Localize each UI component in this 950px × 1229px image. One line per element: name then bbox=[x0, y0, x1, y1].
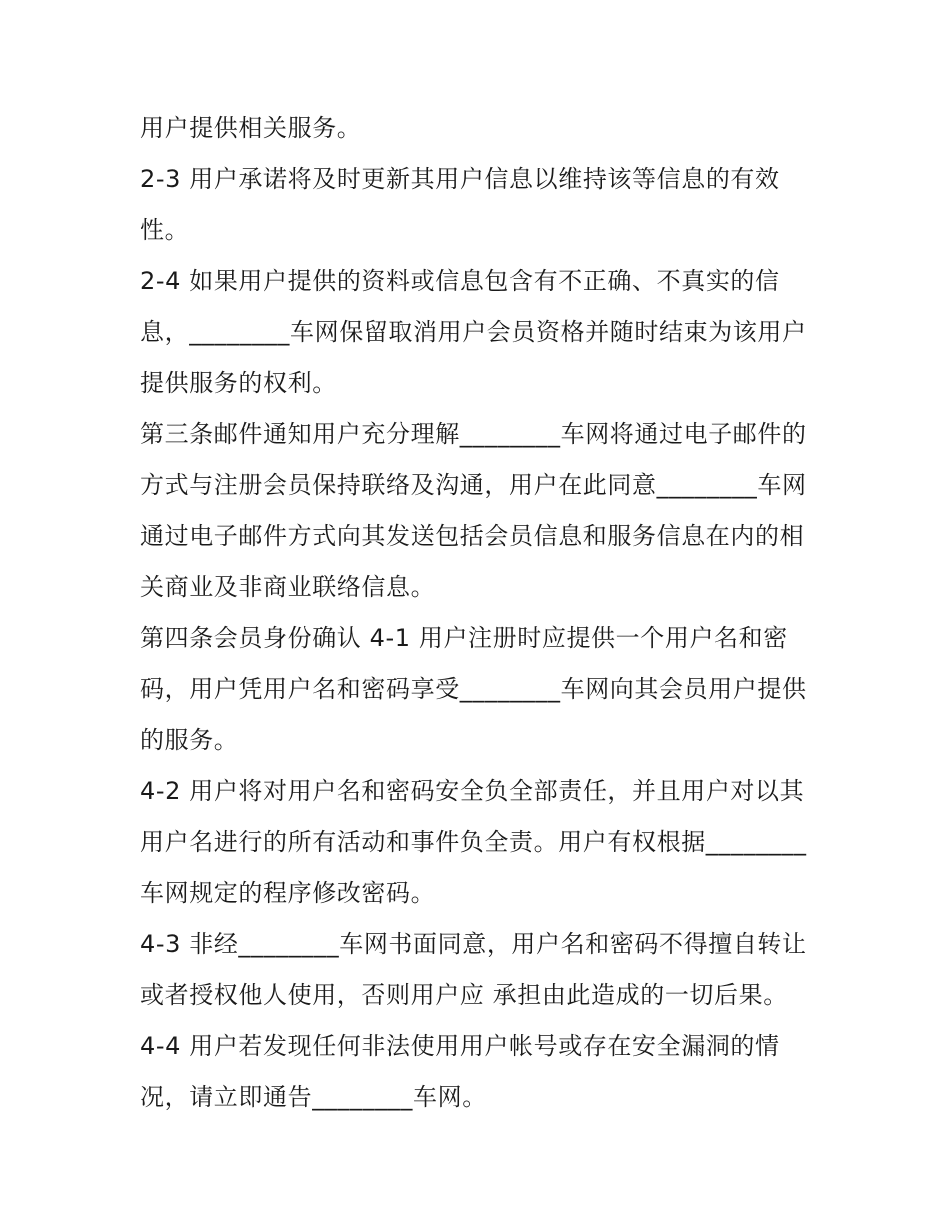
text-line: 2-3 用户承诺将及时更新其用户信息以维持该等信息的有效 bbox=[140, 165, 780, 193]
text-line: 提供服务的权利。 bbox=[140, 369, 337, 397]
text-line: 码，用户凭用户名和密码享受________车网向其会员用户提供 bbox=[140, 675, 807, 703]
text-line: 车网规定的程序修改密码。 bbox=[140, 879, 436, 907]
text-line: 况，请立即通告________车网。 bbox=[140, 1083, 487, 1111]
document-body bbox=[140, 103, 820, 1123]
text-line: 性。 bbox=[140, 216, 190, 244]
text-line: 4-2 用户将对用户名和密码安全负全部责任，并且用户对以其 bbox=[140, 777, 805, 805]
text-line: 的服务。 bbox=[140, 726, 239, 754]
text-line: 息，________车网保留取消用户会员资格并随时结束为该用户 bbox=[140, 318, 807, 346]
text-line: 关商业及非商业联络信息。 bbox=[140, 573, 436, 601]
text-line: 或者授权他人使用，否则用户应 承担由此造成的一切后果。 bbox=[140, 981, 788, 1009]
text-line: 4-4 用户若发现任何非法使用用户帐号或存在安全漏洞的情 bbox=[140, 1032, 780, 1060]
text-line: 4-3 非经________车网书面同意，用户名和密码不得擅自转让 bbox=[140, 930, 807, 958]
text-line: 用户提供相关服务。 bbox=[140, 114, 362, 142]
text-line: 2-4 如果用户提供的资料或信息包含有不正确、不真实的信 bbox=[140, 267, 780, 295]
text-line: 第四条会员身份确认 4-1 用户注册时应提供一个用户名和密 bbox=[140, 624, 788, 652]
text-line: 用户名进行的所有活动和事件负全责。用户有权根据________ bbox=[140, 828, 807, 856]
text-line: 通过电子邮件方式向其发送包括会员信息和服务信息在内的相 bbox=[140, 522, 805, 550]
text-line: 方式与注册会员保持联络及沟通，用户在此同意________车网 bbox=[140, 471, 807, 499]
text-line: 第三条邮件通知用户充分理解________车网将通过电子邮件的 bbox=[140, 420, 807, 448]
